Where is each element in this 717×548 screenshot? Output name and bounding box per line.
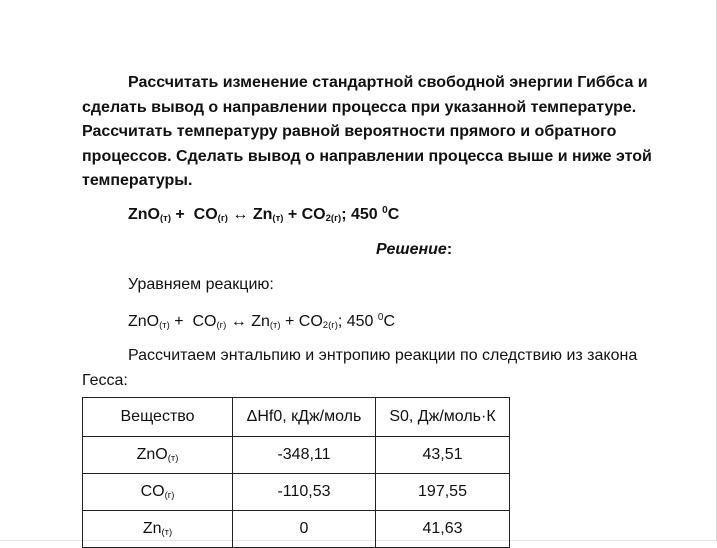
reactant-zno: ZnO xyxy=(128,313,160,330)
state-label: (г) xyxy=(216,320,227,331)
entropy-cell: 43,51 xyxy=(376,437,510,474)
entropy-cell: 41,63 xyxy=(376,511,510,548)
state-label: 2(г) xyxy=(325,213,342,224)
task-text: Рассчитать изменение стандартной свободной энергии Гиббса и сделать вывод о направлении процесса при указанной температуре. Рассчитать температуру равной вероятности прямого и обратного процессов. Сделать вывод о направлении процесса выше и ниже этой температуры. xyxy=(82,74,652,189)
state-label: (т) xyxy=(269,320,281,331)
temperature-unit: C xyxy=(387,206,400,223)
plus-sign: + xyxy=(169,313,193,330)
temperature-unit: C xyxy=(383,313,396,330)
enthalpy-cell: 0 xyxy=(233,511,376,548)
thermo-data-table xyxy=(82,397,510,548)
reaction-equation xyxy=(128,312,395,331)
product-co2: CO xyxy=(301,206,326,223)
product-zn: Zn xyxy=(252,206,273,223)
substance-cell xyxy=(83,474,233,511)
substance-cell xyxy=(83,511,233,548)
product-co2: CO xyxy=(298,313,323,330)
table-row xyxy=(83,511,510,548)
product-zn: Zn xyxy=(251,313,270,330)
plus-sign: + xyxy=(170,206,194,223)
header-entropy: S0, Дж/моль·К xyxy=(376,398,510,437)
substance-formula: ZnO xyxy=(136,446,168,463)
table-row xyxy=(83,474,510,511)
solution-heading xyxy=(376,241,452,259)
state-label: (г) xyxy=(164,490,175,501)
reactant-co: CO xyxy=(193,206,218,223)
state-label: (т) xyxy=(272,213,284,224)
degree-sup: 0 xyxy=(377,312,384,323)
temperature-prefix: ; 450 xyxy=(341,206,383,223)
balance-text: Уравняем реакцию: xyxy=(128,276,274,293)
plus-sign: + xyxy=(283,206,302,223)
state-label: (г) xyxy=(217,213,228,224)
state-label: 2(г) xyxy=(322,320,338,331)
enthalpy-cell: -110,53 xyxy=(233,474,376,511)
temperature-prefix: ; 450 xyxy=(337,313,378,330)
degree-sup: 0 xyxy=(382,205,388,216)
state-label: (т) xyxy=(161,527,173,538)
reactant-zno: ZnO xyxy=(128,206,160,223)
solution-colon: : xyxy=(446,241,453,258)
state-label: (т) xyxy=(167,453,179,464)
task-statement xyxy=(82,71,672,194)
enthalpy-cell: -348,11 xyxy=(233,437,376,474)
header-enthalpy: ΔHf0, кДж/моль xyxy=(233,398,376,437)
reaction-equation-bold xyxy=(128,205,399,224)
plus-sign: + xyxy=(280,313,299,330)
substance-formula: CO xyxy=(140,483,165,500)
substance-formula: Zn xyxy=(142,520,162,537)
table-header-row xyxy=(83,398,510,437)
hess-text-line2: Гесса: xyxy=(82,372,128,389)
reactant-co: CO xyxy=(192,313,217,330)
header-substance: Вещество xyxy=(83,398,233,437)
state-label: (т) xyxy=(159,320,170,331)
equilibrium-arrow: ↔ xyxy=(227,206,253,223)
hess-text-line1: Рассчитаем энтальпию и энтропию реакции по следствию из закона xyxy=(128,347,638,364)
state-label: (т) xyxy=(160,213,171,224)
table-row xyxy=(83,437,510,474)
substance-cell xyxy=(83,437,233,474)
equilibrium-arrow: ↔ xyxy=(226,313,252,330)
entropy-cell: 197,55 xyxy=(376,474,510,511)
solution-label: Решение xyxy=(376,241,447,258)
